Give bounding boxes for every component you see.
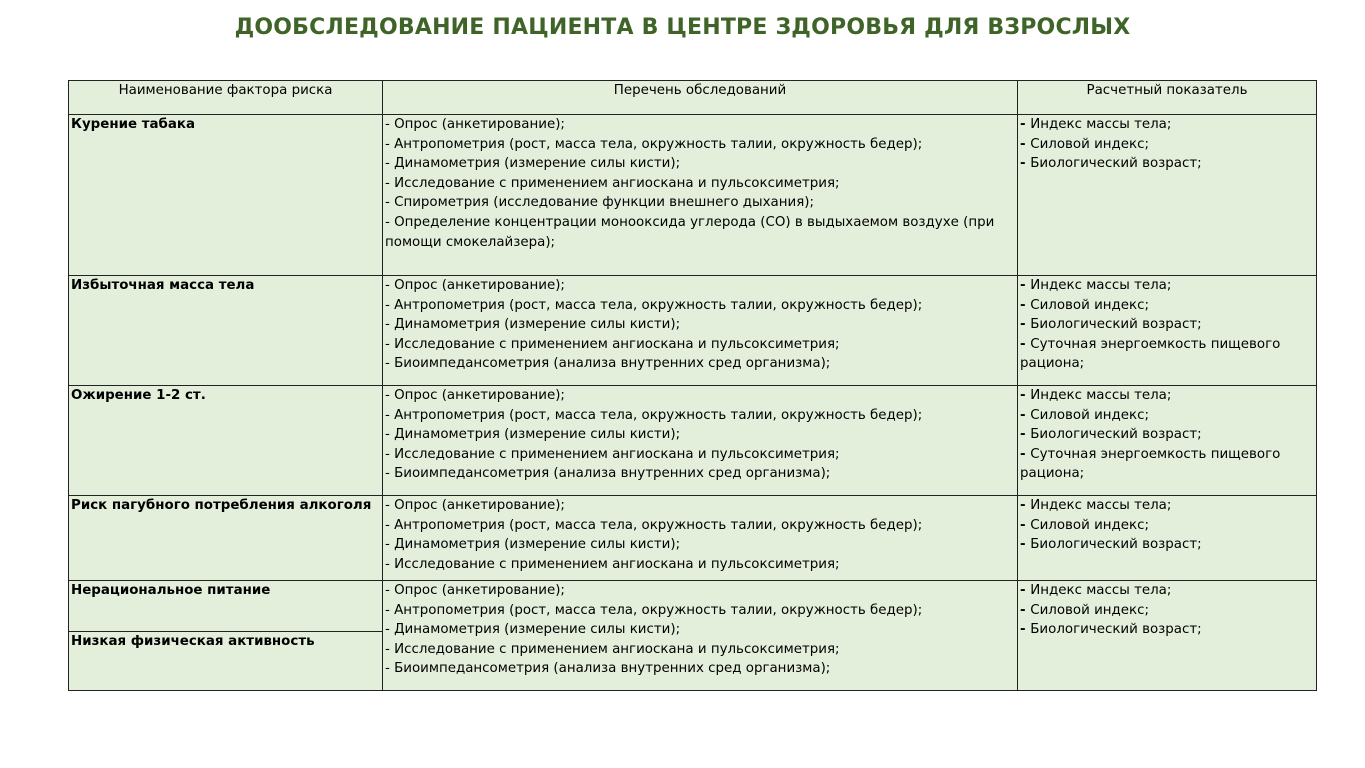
indicator-item: - Биологический возраст;: [1020, 427, 1202, 443]
risk-factor-cell: Риск пагубного потребления алкоголя: [69, 496, 383, 581]
table-header-row: [69, 81, 1317, 115]
table-row: [69, 496, 1317, 581]
exam-item: - Определение концентрации монооксида углерода (СО) в выдыхаемом воздухе (при помощи смокелайзера);: [385, 214, 995, 250]
exam-item: - Биоимпедансометрия (анализа внутренних сред организма);: [385, 466, 831, 482]
exam-item: - Антропометрия (рост, масса тела, окружность талии, окружность бедер);: [385, 602, 923, 618]
exams-cell: [383, 496, 1018, 581]
column-header-exams: Перечень обследований: [383, 81, 1018, 115]
exam-item: - Антропометрия (рост, масса тела, окружность талии, окружность бедер);: [385, 407, 923, 423]
exam-item: - Антропометрия (рост, масса тела, окружность талии, окружность бедер);: [385, 517, 923, 533]
indicator-item: - Суточная энергоемкость пищевого рациона;: [1020, 446, 1281, 482]
risk-factor-cell: Ожирение 1-2 ст.: [69, 386, 383, 496]
column-header-risk-factor: Наименование фактора риска: [69, 81, 383, 115]
exam-item: - Антропометрия (рост, масса тела, окружность талии, окружность бедер);: [385, 136, 923, 152]
exams-cell: [383, 581, 1018, 691]
indicator-item: - Силовой индекс;: [1020, 136, 1149, 152]
exam-item: - Исследование с применением ангиоскана и пульсоксиметрия;: [385, 336, 840, 352]
exams-cell: [383, 115, 1018, 276]
indicator-item: - Биологический возраст;: [1020, 537, 1202, 553]
exam-item: - Исследование с применением ангиоскана и пульсоксиметрия;: [385, 446, 840, 462]
table-row: [69, 115, 1317, 276]
indicator-item: - Силовой индекс;: [1020, 297, 1149, 313]
exam-item: - Исследование с применением ангиоскана и пульсоксиметрия;: [385, 556, 840, 572]
exam-item: - Динамометрия (измерение силы кисти);: [385, 317, 681, 333]
indicators-cell: [1018, 496, 1317, 581]
exam-item: - Исследование с применением ангиоскана и пульсоксиметрия;: [385, 641, 840, 657]
indicators-cell: [1018, 115, 1317, 276]
exam-item: - Динамометрия (измерение силы кисти);: [385, 427, 681, 443]
indicator-item: - Индекс массы тела;: [1020, 117, 1172, 132]
exam-item: - Опрос (анкетирование);: [385, 498, 565, 513]
exam-item: - Динамометрия (измерение силы кисти);: [385, 537, 681, 553]
exam-item: - Динамометрия (измерение силы кисти);: [385, 156, 681, 172]
indicator-item: - Суточная энергоемкость пищевого рациона;: [1020, 336, 1281, 372]
exam-item: - Опрос (анкетирование);: [385, 117, 565, 132]
risk-factor-cell: Низкая физическая активность: [69, 632, 383, 691]
indicator-item: - Индекс массы тела;: [1020, 278, 1172, 293]
page-title: ДООБСЛЕДОВАНИЕ ПАЦИЕНТА В ЦЕНТРЕ ЗДОРОВЬЯ ДЛЯ ВЗРОСЛЫХ: [234, 15, 1131, 40]
indicator-item: - Биологический возраст;: [1020, 622, 1202, 638]
indicators-cell: [1018, 276, 1317, 386]
risk-factor-table: [68, 80, 1317, 691]
indicator-item: - Силовой индекс;: [1020, 407, 1149, 423]
indicators-cell: [1018, 386, 1317, 496]
exams-cell: [383, 386, 1018, 496]
indicator-item: - Силовой индекс;: [1020, 602, 1149, 618]
risk-factor-cell: Нерациональное питание: [69, 581, 383, 632]
column-header-indicators: Расчетный показатель: [1018, 81, 1317, 115]
indicator-item: - Индекс массы тела;: [1020, 388, 1172, 403]
indicator-item: - Биологический возраст;: [1020, 317, 1202, 333]
table-row: [69, 386, 1317, 496]
table-row: [69, 276, 1317, 386]
exam-item: - Антропометрия (рост, масса тела, окружность талии, окружность бедер);: [385, 297, 923, 313]
exam-item: - Биоимпедансометрия (анализа внутренних сред организма);: [385, 661, 831, 677]
risk-factor-cell: Избыточная масса тела: [69, 276, 383, 386]
indicator-item: - Биологический возраст;: [1020, 156, 1202, 172]
risk-factor-cell: Курение табака: [69, 115, 383, 276]
exam-item: - Спирометрия (исследование функции внешнего дыхания);: [385, 195, 815, 211]
exam-item: - Исследование с применением ангиоскана и пульсоксиметрия;: [385, 175, 840, 191]
exam-item: - Динамометрия (измерение силы кисти);: [385, 622, 681, 638]
indicator-item: - Силовой индекс;: [1020, 517, 1149, 533]
exam-item: - Опрос (анкетирование);: [385, 278, 565, 293]
exams-cell: [383, 276, 1018, 386]
indicators-cell: [1018, 581, 1317, 691]
exam-item: - Опрос (анкетирование);: [385, 388, 565, 403]
indicator-item: - Индекс массы тела;: [1020, 498, 1172, 513]
exam-item: - Биоимпедансометрия (анализа внутренних сред организма);: [385, 356, 831, 372]
indicator-item: - Индекс массы тела;: [1020, 583, 1172, 598]
table-row: [69, 581, 1317, 632]
exam-item: - Опрос (анкетирование);: [385, 583, 565, 598]
